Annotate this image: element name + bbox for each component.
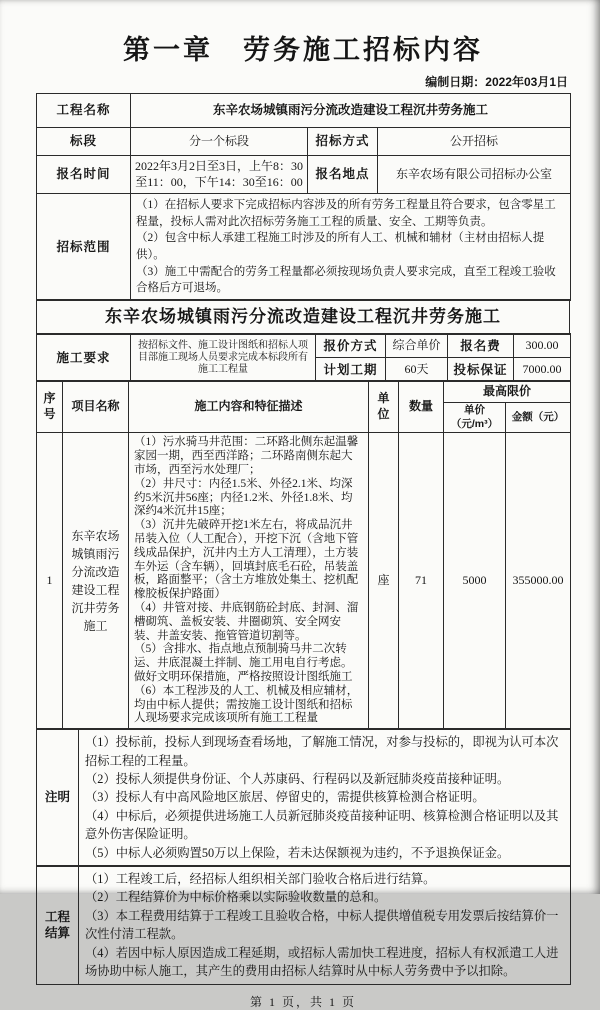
notes-table [36, 728, 571, 867]
section-label: 标段 [37, 128, 131, 156]
item-unit: 座 [369, 433, 399, 730]
note-item: （4）中标后，必须提供进场施工人员新冠肺炎疫苗接种证明、核算检测合格证明以及其意外伤害保险证明。 [85, 808, 559, 842]
desc-item: （5）含排水、指点地点预制骑马井二次转运、井底混凝土拌制、施工用电自行考虑。做好文明环保措施，严格按照设计图纸施工 [134, 643, 353, 683]
requirements-label: 施工要求 [37, 334, 131, 382]
item-data-row [37, 433, 571, 730]
table-row [37, 94, 571, 128]
items-table [36, 380, 571, 730]
col-qty: 数量 [399, 381, 444, 433]
deposit-label: 投标保证 [448, 358, 514, 382]
scope-item: （2）包含中标人承建工程施工时涉及的所有人工、机械和辅材（主材由招标人提供）。 [136, 232, 545, 262]
quote-method-value: 综合单价 [386, 334, 448, 358]
col-desc: 施工内容和特征描述 [129, 381, 369, 433]
duration-value: 60天 [386, 358, 448, 382]
note-item: （5）中标人必须购置50万以上保险，若未达保额视为违约，不予退换保证金。 [85, 845, 510, 860]
settlement-label: 工程结算 [37, 865, 79, 984]
col-amount: 金额（元） [506, 403, 571, 433]
notes-label: 注明 [37, 729, 79, 867]
item-seq: 1 [37, 433, 63, 730]
notes-text [79, 729, 571, 867]
settlement-text [79, 865, 571, 984]
requirements-text: 按招标文件、施工设计图纸和招标人项目部施工现场人员要求完成本标段所有施工工程量 [131, 334, 316, 382]
scope-text [131, 194, 571, 301]
scope-item: （1）在招标人要求下完成招标内容涉及的所有劳务工程量且符合要求，包含零星工程量，投标人需对此次招标劳务施工工程的质量、安全、工期等负责。 [136, 199, 556, 228]
duration-label: 计划工期 [316, 358, 386, 382]
requirements-table [36, 333, 571, 382]
fee-value: 300.00 [514, 334, 571, 358]
compile-date: 编制日期：2022年03月1日 [425, 75, 568, 89]
fee-label: 报名费 [448, 334, 514, 358]
settlement-item: （3）本工程费用结算于工程竣工且验收合格，中标人提供增值税专用发票后按结算价一次性付清工程款。 [85, 908, 559, 942]
col-seq: 序号 [37, 381, 63, 433]
banner-table [36, 299, 570, 335]
table-row [37, 729, 571, 867]
note-item: （2）投标人须提供身份证、个人苏康码、行程码以及新冠肺炎疫苗接种证明。 [85, 771, 510, 786]
deposit-value: 7000.00 [514, 358, 571, 382]
desc-item: （6）本工程涉及的人工、机械及相应辅材，均由中标人提供；需按施工设计图纸和招标人现场要求完成该项所有施工工程量 [134, 684, 359, 725]
signup-place-label: 报名地点 [308, 156, 378, 194]
settlement-item: （2）工程结算价为中标价格乘以实际验收数量的总和。 [85, 890, 387, 905]
table-row [37, 194, 571, 301]
desc-item: （1）污水骑马井范围：二环路北侧东起温馨家园一期，西至西洋路；二环路南侧东起大市场，西至污水处理厂； [134, 436, 359, 476]
items-header-row [37, 381, 571, 403]
table-row [37, 156, 571, 194]
item-unit-price: 5000 [444, 433, 506, 730]
table-row [37, 300, 570, 335]
bid-method-value: 公开招标 [378, 128, 571, 156]
desc-item: （4）井管对接、井底钢筋砼封底、封洞、溜槽砌筑、盖板安装、井圈砌筑、安全网安装、井盖安装、拖管管道切割等。 [134, 601, 359, 642]
item-qty: 71 [399, 433, 444, 730]
section-value: 分一个标段 [131, 128, 308, 156]
scope-item: （3）施工中需配合的劳务工程量都必须按现场负责人要求完成，直至工程竣工验收合格后方可退场。 [136, 265, 556, 295]
banner-title: 东辛农场城镇雨污分流改造建设工程沉井劳务施工 [37, 300, 570, 335]
col-max-price: 最高限价 [444, 381, 571, 403]
col-name: 项目名称 [63, 381, 129, 433]
table-row [37, 865, 571, 984]
quote-method-label: 报价方式 [316, 334, 386, 358]
scope-label: 招标范围 [37, 194, 131, 301]
signup-time-value: 2022年3月2日至3日，上午8：30至11：00，下午14：30至16：00 [131, 156, 308, 194]
page-title: 第一章 劳务施工招标内容 [123, 35, 483, 65]
settlement-table [36, 865, 571, 985]
table-row [37, 334, 571, 358]
signup-time-label: 报名时间 [37, 156, 131, 194]
desc-item: （3）沉井先破碎开挖1米左右，将成品沉井吊装入位（人工配合），开挖下沉（含地下管线成品保护，沉井内土方人工清理），土方装车外运（含车辆），回填封底毛石砼，吊装盖板，路面整平；（含土方堆放处集土、挖机配橡胶板保护路面） [134, 519, 359, 601]
info-table [36, 93, 571, 301]
col-unit: 单位 [369, 381, 399, 433]
note-item: （1）投标前，投标人到现场查看场地，了解施工情况，对参与投标的，即视为认可本次招标工程的工程量。 [85, 735, 559, 768]
item-amount: 355000.00 [506, 433, 571, 730]
table-row [37, 128, 571, 156]
desc-item: （2）井尺寸：内径1.5米、外径2.1米、均深约5米沉井56座；内径1.2米、外径1.8米、均深约4米沉井15座； [134, 477, 353, 518]
settlement-item: （1）工程竣工后，经招标人组织相关部门验收合格后进行结算。 [85, 871, 436, 886]
signup-place-value: 东辛农场有限公司招标办公室 [378, 156, 571, 194]
note-item: （3）投标人有中高风险地区旅居、停留史的，需提供核算检测合格证明。 [85, 790, 485, 805]
settlement-item: （4）若因中标人原因造成工程延期，或招标人需加快工程进度，招标人有权派遣工人进场协助中标人施工，其产生的费用由招标人结算时从中标人劳务费中予以扣除。 [85, 945, 559, 979]
page-number: 第 1 页，共 1 页 [249, 995, 356, 1010]
col-unit-price: 单价（元/m³） [444, 403, 506, 433]
project-name-label: 工程名称 [37, 94, 131, 128]
project-name-value: 东辛农场城镇雨污分流改造建设工程沉井劳务施工 [131, 94, 571, 128]
item-name: 东辛农场城镇雨污分流改造建设工程沉井劳务施工 [63, 433, 129, 730]
bid-method-label: 招标方式 [308, 128, 378, 156]
item-description [129, 433, 369, 730]
